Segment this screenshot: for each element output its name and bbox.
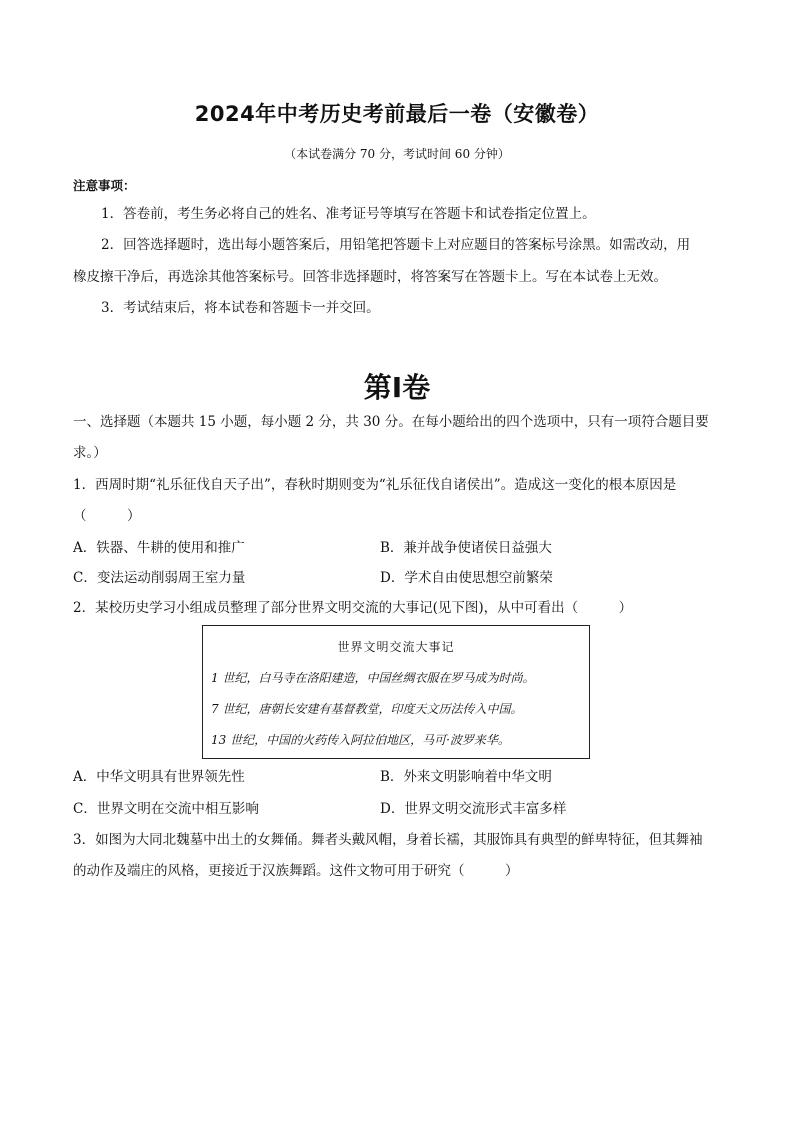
question-1-answer-blank: （ ） [73,508,141,524]
chronicle-box [202,625,590,759]
notice-item-continued: 橡皮擦干净后，再选涂其他答案标号。回答非选择题时，将答案写在答题卡上。写在本试卷上无效。 [73,269,667,285]
notice-item: 3．考试结束后，将本试卷和答题卡一并交回。 [101,300,380,316]
question-2-option-d: D．世界文明交流形式丰富多样 [380,801,567,817]
question-1-stem: 1．西周时期“礼乐征伐自天子出”，春秋时期则变为“礼乐征伐自诸侯出”。造成这一变化的根本原因是 [73,477,677,493]
chronicle-title: 世界文明交流大事记 [337,640,455,654]
question-2-stem: 2．某校历史学习小组成员整理了部分世界文明交流的大事记(见下图)，从中可看出（ ） [73,600,633,616]
chronicle-entry: 7 世纪，唐朝长安建有基督教堂，印度天文历法传入中国。 [211,702,523,716]
question-3-stem-continued: 的动作及端庄的风格，更接近于汉族舞蹈。这件文物可用于研究（ ） [73,863,519,879]
notice-item: 1．答卷前，考生务必将自己的姓名、准考证号等填写在答题卡和试卷指定位置上。 [101,206,596,222]
question-1-option-a: A．铁器、牛耕的使用和推广 [73,540,245,556]
chronicle-entry: 13 世纪，中国的火药传入阿拉伯地区，马可·波罗来华。 [211,733,510,747]
section-instruction: 一、选择题（本题共 15 小题，每小题 2 分，共 30 分。在每小题给出的四个选项中，只有一项符合题目要 [73,414,709,430]
question-1-option-c: C．变法运动削弱周王室力量 [73,570,246,586]
section-title: 第Ⅰ卷 [363,371,431,404]
notice-heading: 注意事项： [73,178,136,193]
question-2-option-b: B．外来文明影响着中华文明 [380,769,552,785]
question-3-stem: 3．如图为大同北魏墓中出土的女舞俑。舞者头戴风帽，身着长襦，其服饰具有典型的鲜卑特征，但其舞袖 [73,832,703,848]
notice-item: 2．回答选择题时，选出每小题答案后，用铅笔把答题卡上对应题目的答案标号涂黑。如需改动，用 [101,237,691,253]
question-2-option-a: A．中华文明具有世界领先性 [73,769,245,785]
exam-title: 2024年中考历史考前最后一卷（安徽卷） [194,102,600,126]
chronicle-entry: 1 世纪，白马寺在洛阳建造，中国丝绸衣服在罗马成为时尚。 [211,671,535,685]
question-2-option-c: C．世界文明在交流中相互影响 [73,801,259,817]
section-instruction-continued: 求。） [73,445,107,461]
question-1-option-d: D．学术自由使思想空前繁荣 [380,570,553,586]
question-1-option-b: B．兼并战争使诸侯日益强大 [380,540,552,556]
exam-subtitle: （本试卷满分 70 分，考试时间 60 分钟） [284,147,510,161]
